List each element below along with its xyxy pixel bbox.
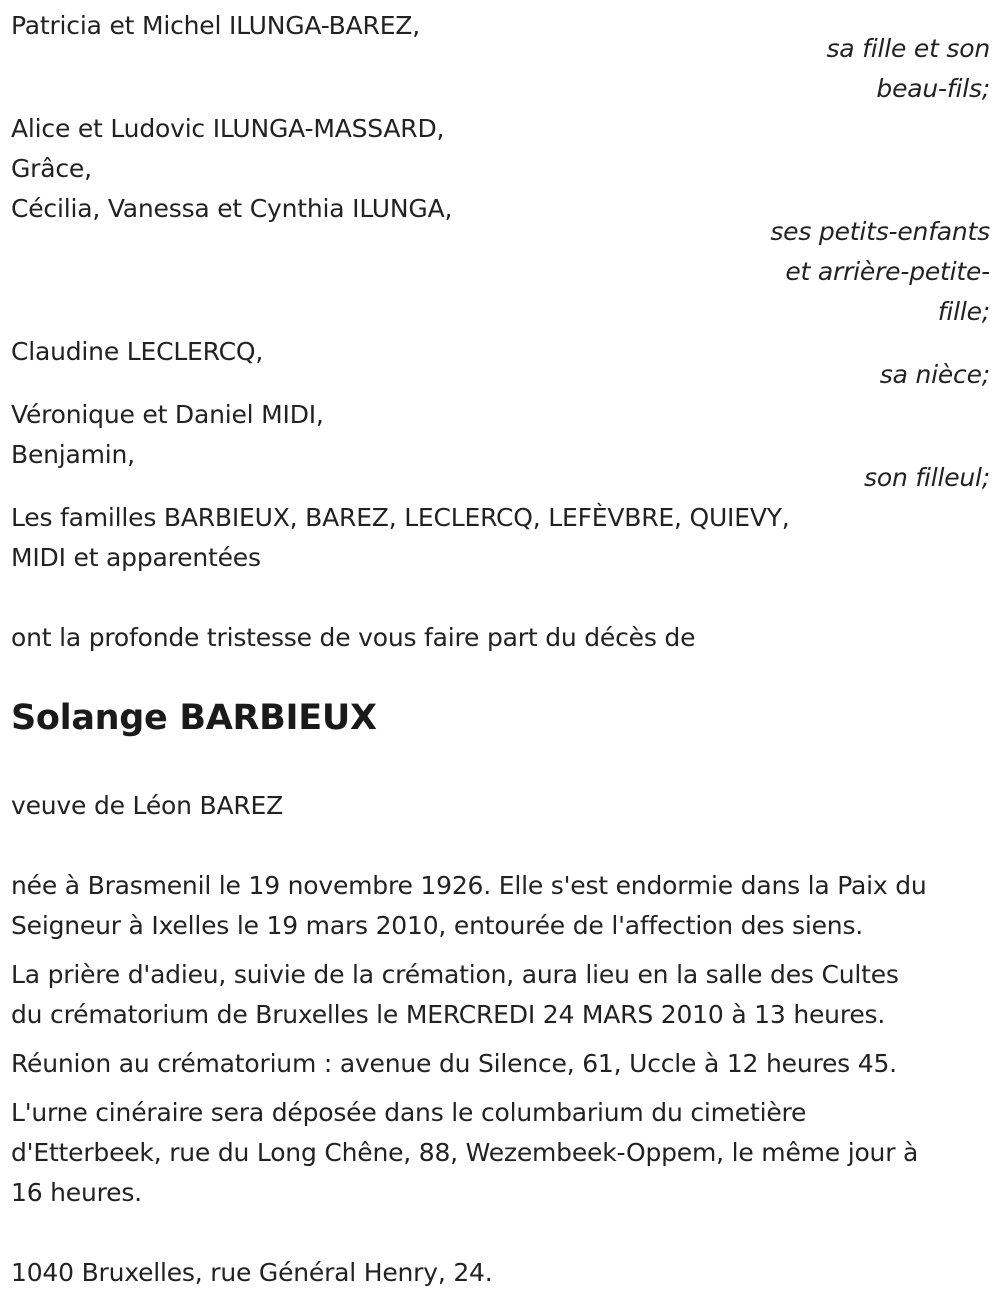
role-niece: sa nièce; bbox=[879, 360, 990, 389]
family-niece: Claudine LECLERCQ, bbox=[11, 337, 264, 366]
role-daughter-line-2: beau-fils; bbox=[876, 74, 990, 103]
urn-paragraph-line-3: 16 heures. bbox=[11, 1178, 142, 1207]
address-text: 1040 Bruxelles, rue Général Henry, 24. bbox=[11, 1258, 493, 1287]
role-grandchildren-line-3: fille; bbox=[937, 297, 990, 326]
birth-paragraph-line-2: Seigneur à Ixelles le 19 mars 2010, entourée de l'affection des siens. bbox=[11, 911, 864, 940]
family-grandchildren-line-2: Grâce, bbox=[11, 154, 92, 183]
family-daughter: Patricia et Michel ILUNGA-BAREZ, bbox=[11, 11, 420, 40]
meeting-paragraph: Réunion au crématorium : avenue du Silence, 61, Uccle à 12 heures 45. bbox=[11, 1049, 897, 1078]
ceremony-paragraph-line-1: La prière d'adieu, suivie de la crémation, aura lieu en la salle des Cultes bbox=[11, 960, 899, 989]
urn-paragraph-line-1: L'urne cinéraire sera déposée dans le columbarium du cimetière bbox=[11, 1098, 807, 1127]
role-daughter-line-1: sa fille et son bbox=[826, 34, 990, 63]
family-grandchildren-line-3: Cécilia, Vanessa et Cynthia ILUNGA, bbox=[11, 194, 453, 223]
birth-paragraph-line-1: née à Brasmenil le 19 novembre 1926. Elle s'est endormie dans la Paix du bbox=[11, 871, 927, 900]
role-grandchildren-line-2: et arrière-petite- bbox=[785, 257, 990, 286]
family-godson-line-1: Véronique et Daniel MIDI, bbox=[11, 400, 324, 429]
deceased-name: Solange BARBIEUX bbox=[11, 698, 377, 738]
families-line-1: Les familles BARBIEUX, BAREZ, LECLERCQ, LEFÈVBRE, QUIEVY, bbox=[11, 503, 790, 532]
widow-of-text: veuve de Léon BAREZ bbox=[11, 791, 284, 820]
ceremony-paragraph-line-2: du crématorium de Bruxelles le MERCREDI 24 MARS 2010 à 13 heures. bbox=[11, 1000, 886, 1029]
role-godson: son filleul; bbox=[864, 463, 990, 492]
announcement-text: ont la profonde tristesse de vous faire part du décès de bbox=[11, 623, 696, 652]
urn-paragraph-line-2: d'Etterbeek, rue du Long Chêne, 88, Wezembeek-Oppem, le même jour à bbox=[11, 1138, 919, 1167]
families-line-2: MIDI et apparentées bbox=[11, 543, 261, 572]
family-godson-line-2: Benjamin, bbox=[11, 440, 135, 469]
role-grandchildren-line-1: ses petits-enfants bbox=[770, 217, 990, 246]
family-grandchildren-line-1: Alice et Ludovic ILUNGA-MASSARD, bbox=[11, 114, 445, 143]
